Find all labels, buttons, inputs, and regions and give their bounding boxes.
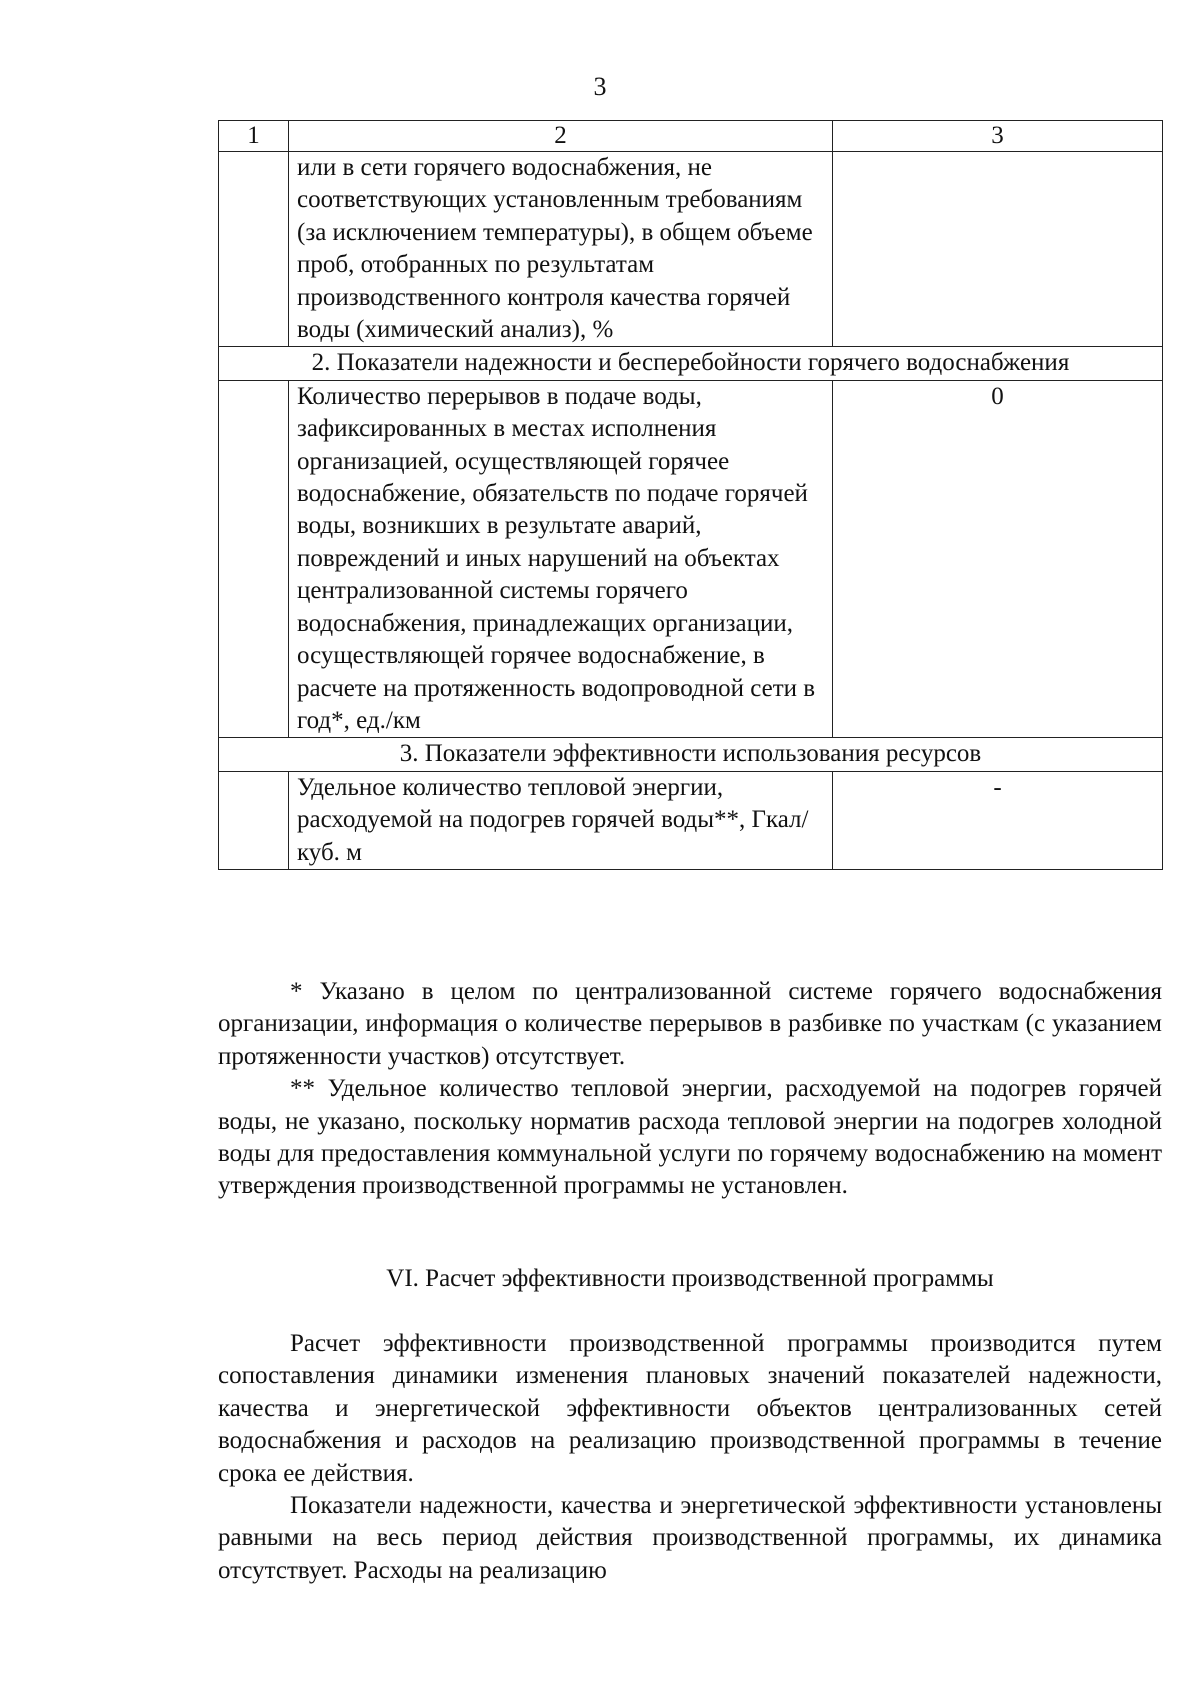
indicator-value: 0	[833, 380, 1163, 737]
row-number-cell	[219, 771, 289, 869]
table-row	[219, 771, 1163, 869]
indicator-value	[833, 152, 1163, 347]
footnote-2: ** Удельное количество тепловой энергии, расходуемой на подогрев горячей воды, не указано, поскольку норматив расхода тепловой энергии на подогрев холодной воды для предоставления коммунальной услуги по горячему водоснабжению на момент утверждения производственной программы не установлен.	[218, 1075, 1162, 1200]
paragraph-2: Показатели надежности, качества и энергетической эффективности установлены равными на весь период действия производственной программы, их динамика отсутствует. Расходы на реализацию	[218, 1492, 1162, 1584]
table-section-row	[219, 738, 1163, 771]
section-heading: VI. Расчет эффективности производственной программы	[386, 1265, 994, 1292]
indicator-description: или в сети горячего водоснабжения, не соответствующих установленным требованиям (за исключением температуры), в общем объеме проб, отобранных по результатам производственного контроля качества горячей воды (химический анализ), %	[289, 152, 833, 347]
table-header-row	[219, 121, 1163, 152]
indicator-value: -	[833, 771, 1163, 869]
table-header-cell-2: 2	[289, 121, 833, 152]
table-header-cell-3: 3	[833, 121, 1163, 152]
indicator-description: Количество перерывов в подаче воды, зафиксированных в местах исполнения организацией, осуществляющей горячее водоснабжение, обязательств по подаче горячей воды, возникших в результате аварий, повреждений и иных нарушений на объектах централизованной системы горячего водоснабжения, принадлежащих организации, осуществляющей горячее водоснабжение, в расчете на протяженность водопроводной сети в год*, ед./км	[289, 380, 833, 737]
section-title-reliability: 2. Показатели надежности и бесперебойности горячего водоснабжения	[219, 347, 1163, 380]
page-number: 3	[593, 72, 607, 101]
table-section-row	[219, 347, 1163, 380]
footnote-1: * Указано в целом по централизованной системе горячего водоснабжения организации, информация о количестве перерывов в разбивке по участкам (с указанием протяженности участков) отсутствует.	[218, 978, 1162, 1070]
indicator-description: Удельное количество тепловой энергии, расходуемой на подогрев горячей воды**, Гкал/ куб. м	[289, 771, 833, 869]
table-header-cell-1: 1	[219, 121, 289, 152]
paragraph-1: Расчет эффективности производственной программы производится путем сопоставления динамики изменения плановых значений показателей надежности, качества и энергетической эффективности объектов централизованных сетей водоснабжения и расходов на реализацию производственной программы в течение срока ее действия.	[218, 1330, 1162, 1487]
footnotes	[218, 976, 1162, 1203]
row-number-cell	[219, 380, 289, 737]
section-title-resources: 3. Показатели эффективности использования ресурсов	[219, 738, 1163, 771]
row-number-cell	[219, 152, 289, 347]
indicators-table	[218, 120, 1163, 870]
table-row	[219, 152, 1163, 347]
body-text	[218, 1328, 1162, 1587]
table-row	[219, 380, 1163, 737]
